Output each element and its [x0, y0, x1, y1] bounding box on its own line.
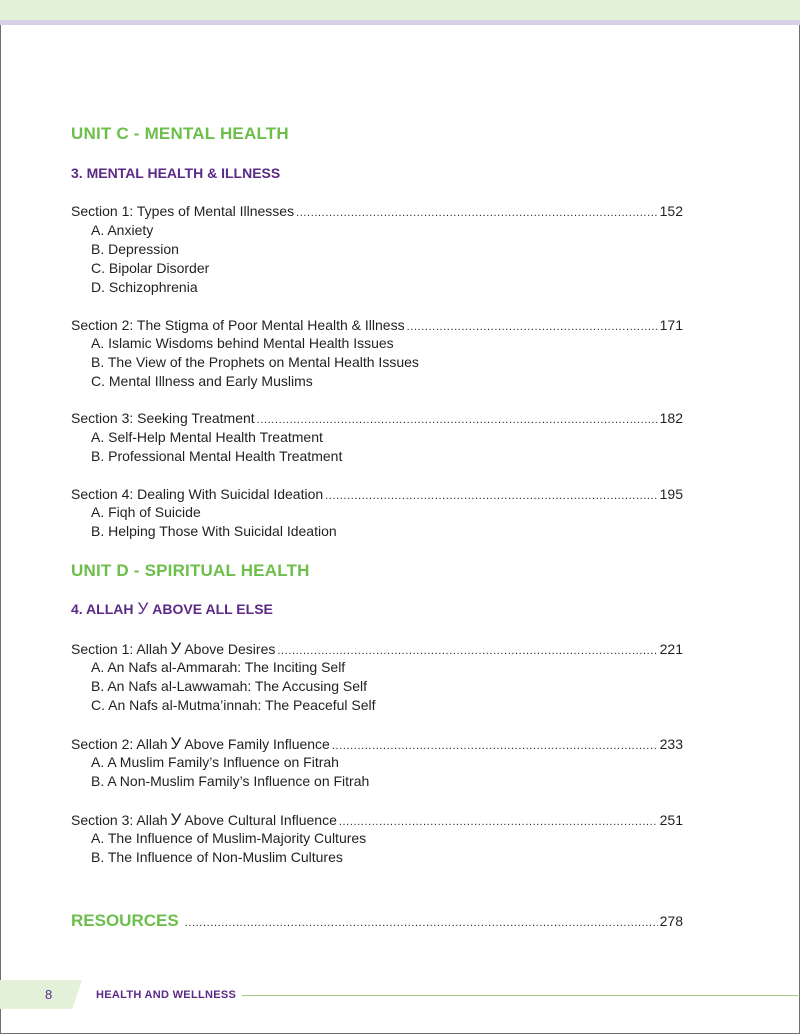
- toc-subitem: C. Mental Illness and Early Muslims: [91, 373, 313, 389]
- toc-subitem: B. Helping Those With Suicidal Ideation: [91, 523, 337, 539]
- dot-leader: [277, 645, 657, 657]
- toc-subitem: C. Bipolar Disorder: [91, 260, 210, 276]
- honorific-glyph-icon: У: [170, 639, 182, 658]
- toc-subitem: A. The Influence of Muslim-Majority Cultures: [91, 830, 367, 846]
- toc-entry-section-4[interactable]: [71, 486, 683, 502]
- page-number: 233: [659, 736, 683, 752]
- page-number: 278: [659, 913, 683, 929]
- dot-leader: [325, 490, 657, 502]
- toc-entry-section-1[interactable]: [71, 203, 683, 219]
- toc-subitem: B. Depression: [91, 241, 179, 257]
- toc-subitem: D. Schizophrenia: [91, 279, 198, 295]
- toc-subitem: A. Self-Help Mental Health Treatment: [91, 429, 323, 445]
- honorific-glyph-icon: У: [137, 599, 149, 618]
- section-suffix: Above Desires: [184, 641, 276, 657]
- page-number: 152: [659, 203, 683, 219]
- toc-subitem: B. A Non-Muslim Family’s Influence on Fitrah: [91, 773, 370, 789]
- section-label: Section 2: The Stigma of Poor Mental Health & Illness: [71, 317, 405, 333]
- dot-leader: [339, 816, 658, 828]
- toc-subitem: B. Professional Mental Health Treatment: [91, 448, 343, 464]
- dot-leader: [407, 321, 658, 333]
- chapter-prefix: 4. ALLAH: [71, 601, 134, 617]
- toc-entry-resources[interactable]: [71, 911, 683, 931]
- footer-page-number: 8: [45, 987, 53, 1002]
- resources-label: RESOURCES: [71, 911, 179, 930]
- chapter-suffix: ABOVE ALL ELSE: [152, 601, 273, 617]
- toc-subitem: C. An Nafs al-Mutma’innah: The Peaceful Self: [91, 697, 376, 713]
- section-prefix: Section 2: Allah: [71, 736, 168, 752]
- chapter-3-heading: 3. MENTAL HEALTH & ILLNESS: [71, 165, 281, 181]
- toc-subitem: A. An Nafs al-Ammarah: The Inciting Self: [91, 659, 346, 675]
- page-number: 171: [659, 317, 683, 333]
- toc-subitem: A. Fiqh of Suicide: [91, 504, 201, 520]
- toc-subitem: A. A Muslim Family’s Influence on Fitrah: [91, 754, 339, 770]
- toc-subitem: B. An Nafs al-Lawwamah: The Accusing Self: [91, 678, 367, 694]
- section-prefix: Section 3: Allah: [71, 812, 168, 828]
- page-number: 182: [659, 410, 683, 426]
- section-label: [71, 734, 330, 754]
- honorific-glyph-icon: У: [170, 810, 182, 829]
- section-label: Section 3: Seeking Treatment: [71, 410, 255, 426]
- dot-leader: [296, 207, 658, 219]
- page-number: 195: [659, 486, 683, 502]
- honorific-glyph-icon: У: [170, 734, 182, 753]
- page-number: 221: [659, 641, 683, 657]
- toc-entry-section-1-d[interactable]: [71, 639, 683, 659]
- section-label: [71, 639, 275, 659]
- chapter-4-heading: [71, 599, 273, 619]
- section-label: [71, 810, 337, 830]
- unit-d-heading: UNIT D - SPIRITUAL HEALTH: [71, 561, 310, 580]
- unit-c-heading: UNIT C - MENTAL HEALTH: [71, 124, 289, 143]
- section-suffix: Above Cultural Influence: [184, 812, 337, 828]
- dot-leader: [185, 917, 658, 929]
- toc-entry-section-3[interactable]: [71, 410, 683, 426]
- section-label: Section 1: Types of Mental Illnesses: [71, 203, 295, 219]
- toc-subitem: A. Islamic Wisdoms behind Mental Health Issues: [91, 335, 394, 351]
- toc-subitem: B. The Influence of Non-Muslim Cultures: [91, 849, 343, 865]
- toc-entry-section-2[interactable]: [71, 317, 683, 333]
- footer-rule: [242, 995, 798, 996]
- page-number: 251: [659, 812, 683, 828]
- section-suffix: Above Family Influence: [184, 736, 330, 752]
- section-prefix: Section 1: Allah: [71, 641, 168, 657]
- section-label: Section 4: Dealing With Suicidal Ideation: [71, 486, 324, 502]
- dot-leader: [332, 740, 658, 752]
- toc-entry-section-3-d[interactable]: [71, 810, 683, 830]
- footer-tab: [0, 980, 82, 1009]
- toc-entry-section-2-d[interactable]: [71, 734, 683, 754]
- toc-subitem: A. Anxiety: [91, 222, 154, 238]
- top-color-band: [0, 0, 800, 20]
- footer-book-title: HEALTH AND WELLNESS: [96, 989, 237, 1001]
- toc-subitem: B. The View of the Prophets on Mental Health Issues: [91, 354, 419, 370]
- dot-leader: [257, 414, 658, 426]
